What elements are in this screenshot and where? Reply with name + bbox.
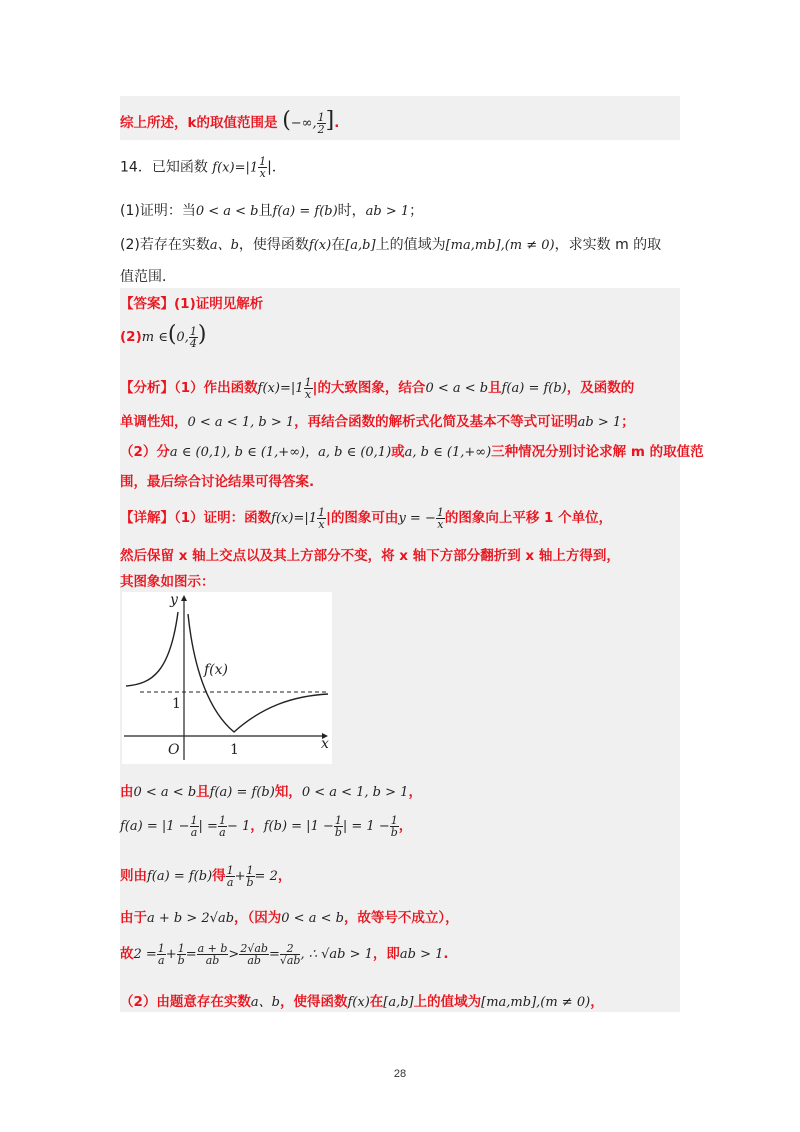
detail-line3-text: 其图象如图示： (120, 574, 215, 590)
proof-l5-eq: = (185, 947, 197, 962)
detail-line3 (120, 570, 215, 590)
part2-line2: 值范围． (120, 269, 176, 285)
proof-l5-n2: 1 (177, 941, 185, 955)
proof-l2-fb-num: 1 (334, 813, 342, 827)
proof-l3-d1: a (226, 875, 234, 889)
proof-l2-fa: f(a) = |1 − (120, 819, 190, 834)
detail-line1 (120, 506, 612, 530)
analysis-t1: 的大致图象，结合 (317, 380, 426, 396)
proof-l5-tail: , ∴ √ab > 1 (300, 947, 373, 962)
proof-l5-d3: ab (205, 953, 220, 967)
analysis-line3-c: 三种情况分别讨论求解 m 的取值范 (491, 444, 704, 460)
analysis-func-den: x (304, 387, 312, 401)
question-title (120, 156, 286, 179)
proof-l3-eq: f(a) = f(b) (147, 869, 213, 884)
summary-text: 综上所述，k的取值范围是 (120, 115, 278, 131)
y-one-label: 1 (172, 696, 181, 712)
proof-l6-int: [a,b] (383, 995, 414, 1010)
analysis-func-num: 1 (304, 375, 312, 389)
proof-line1 (120, 780, 422, 800)
analysis-func-tail: | (312, 380, 318, 396)
proof-l6-c: 在 (369, 994, 384, 1010)
proof-line2 (120, 814, 412, 838)
proof-l4-a: 由于 (120, 910, 147, 926)
proof-l1-res: 0 < a < 1, b > 1 (301, 785, 409, 800)
proof-l2-fb-num2: 1 (390, 813, 398, 827)
proof-l5-n1: 1 (157, 941, 165, 955)
analysis-line2-claim: ab > 1 (577, 415, 622, 430)
detail-line2-text: 然后保留 x 轴上交点以及其上方部分不变，将 x 轴下方部分翻折到 x 轴上方得到， (120, 548, 620, 564)
detail-line2 (120, 544, 620, 564)
proof-l6-vars: a、b (250, 995, 280, 1010)
analysis-line1 (120, 376, 634, 400)
detail-label: 【详解】（1）证明：函数 (120, 510, 272, 526)
proof-l2-fb: f(b) = |1 − (263, 819, 334, 834)
analysis-line4-text: 围，最后综合讨论结果可得答案. (120, 474, 315, 490)
proof-l2-fa-mid: | = (198, 819, 218, 834)
proof-l5-d4: ab (247, 953, 261, 967)
part2-vars: a、b (209, 238, 239, 253)
part2-end: ，求实数 m 的取 (554, 237, 662, 253)
analysis-t2: 且 (488, 380, 502, 396)
detail-t1: 的图象可由 (330, 510, 399, 526)
proof-l5-n5: 2 (280, 943, 301, 955)
proof-l5-n3: a + b (197, 941, 228, 955)
detail-t2: 的图象向上平移 1 个单位， (444, 510, 613, 526)
detail-func: f(x)=|1 (271, 511, 317, 526)
analysis-case2: ，a, b ∈ (0,1) (305, 445, 392, 460)
curve-label: f(x) (204, 662, 229, 678)
proof-l1-end: ， (408, 784, 422, 800)
analysis-case1: a ∈ (0,1), b ∈ (1,+∞) (169, 445, 306, 460)
proof-l5-d2: b (177, 953, 185, 967)
proof-l2-end: ， (398, 818, 413, 834)
proof-line4 (120, 906, 459, 926)
proof-l3-d2: b (246, 875, 254, 889)
proof-l1-c: 知， (274, 784, 302, 800)
proof-l2-fa-den: a (190, 825, 198, 839)
proof-l4-c: ，故等号不成立）， (343, 910, 459, 926)
proof-l3-n2: 1 (246, 863, 254, 877)
detail-y-den: x (437, 517, 444, 531)
proof-l1-cond: 0 < a < b (133, 785, 197, 800)
question-part2-line2 (120, 266, 176, 286)
proof-l1-a: 由 (120, 784, 134, 800)
part2-fx: f(x) (308, 238, 332, 253)
detail-func-tail: | (326, 510, 331, 526)
proof-l2-fa-num2: 1 (218, 813, 226, 827)
part1-mid: 且 (258, 203, 273, 219)
analysis-line2-b: ，再结合函数的解析式化简及基本不等式可证明 (294, 414, 578, 430)
proof-l5-eq2: = (268, 947, 280, 962)
analysis-line3-b: 或 (391, 444, 405, 460)
summary-frac-den: 2 (317, 122, 325, 136)
proof-l6-b: ，使得函数 (279, 994, 348, 1010)
proof-l1-eq: f(a) = f(b) (209, 785, 275, 800)
proof-l4-b: ，（因为 (234, 910, 282, 926)
proof-l5-a: 故 (120, 946, 134, 962)
proof-l4-cond: 0 < a < b (281, 911, 344, 926)
proof-l3-a: 则由 (120, 868, 147, 884)
analysis-line2-cond: 0 < a < 1, b > 1 (187, 415, 295, 430)
answer-part2-open: 0, (176, 330, 189, 345)
part2-on: 在 (331, 237, 346, 253)
proof-l5-n4: 2√ab (240, 941, 268, 955)
analysis-line2 (120, 410, 635, 430)
question-number-label: 14．已知函数 (120, 159, 208, 176)
analysis-case3: a, b ∈ (1,+∞) (404, 445, 492, 460)
summary-tail: . (334, 115, 340, 131)
proof-l3-b: 得 (212, 868, 226, 884)
proof-l4-ineq: a + b > 2√ab (147, 911, 235, 926)
part1-cond: 0 < a < b (195, 204, 259, 219)
y-axis-label: y (170, 592, 178, 608)
proof-line5 (120, 942, 449, 966)
detail-y-expr: y = − (398, 511, 436, 526)
summary-range-open: −∞, (290, 116, 317, 131)
analysis-label: 【分析】（1）作出函数 (120, 380, 258, 396)
part2-range-text: 上的值域为 (375, 237, 446, 253)
part2-mid: ，使得函数 (238, 237, 309, 253)
proof-line6 (120, 990, 604, 1010)
part2-prefix: (2)若存在实数 (120, 237, 210, 253)
analysis-line3-a: （2）分 (120, 444, 170, 460)
proof-l5-claim: ab > 1 (399, 947, 444, 962)
proof-l1-b: 且 (196, 784, 210, 800)
question-func-tail: |． (267, 159, 286, 176)
proof-l3-res: = 2 (254, 869, 278, 884)
analysis-line2-end: ； (621, 414, 635, 430)
analysis-line2-a: 单调性知， (120, 414, 188, 430)
proof-l5-plus: + (165, 947, 177, 962)
part1-claim: ab > 1 (365, 204, 410, 219)
proof-l3-plus: + (234, 869, 246, 884)
page-number: 28 (393, 1068, 407, 1080)
proof-l5-end: . (443, 946, 449, 962)
part1-prefix: (1)证明：当 (120, 203, 196, 219)
proof-l5-gt: > (228, 947, 240, 962)
proof-l2-fb-den2: b (390, 825, 398, 839)
solution-band (120, 288, 704, 1012)
proof-l2-fa-end: − 1 (226, 819, 251, 834)
proof-line3 (120, 864, 291, 888)
proof-l5-b: ，即 (372, 946, 400, 962)
answer-part2-num: 1 (189, 324, 197, 338)
answer-part2-den: 4 (189, 336, 197, 350)
summary-band (120, 96, 680, 140)
detail-func-num: 1 (318, 505, 325, 519)
analysis-cond: 0 < a < b (425, 381, 489, 396)
proof-l2-fa-num: 1 (190, 813, 198, 827)
question-func-den: x (259, 167, 266, 180)
proof-l6-end: ， (590, 994, 604, 1010)
x-axis-label: x (321, 736, 329, 752)
analysis-eq: f(a) = f(b) (501, 381, 567, 396)
part1-end: ； (409, 203, 424, 219)
proof-l2-fa-den2: a (219, 825, 226, 839)
question-14 (120, 148, 680, 288)
detail-y-num: 1 (436, 505, 444, 519)
x-one-label: 1 (230, 742, 239, 758)
question-part1 (120, 200, 423, 220)
detail-func-den: x (318, 517, 325, 531)
answer-label-text: 【答案】(1)证明见解析 (120, 296, 264, 312)
proof-l5-expr1: 2 = (133, 947, 157, 962)
origin-label: O (168, 742, 180, 758)
proof-l2-sep: ， (250, 818, 264, 834)
proof-l6-a: （2）由题意存在实数 (120, 994, 251, 1010)
summary-frac-num: 1 (317, 110, 325, 124)
part1-eq: f(a) = f(b) (272, 204, 338, 219)
function-graph (122, 592, 332, 764)
answer-part2-expr: m ∈ (141, 330, 168, 345)
summary-line: 综上所述，k的取值范围是 (−∞, $\frac{1}{2}$ ]. (120, 108, 340, 136)
answer-part2: (2)m ∈(0, $\frac{1}{4}$ ) (120, 322, 207, 350)
proof-l6-fx: f(x) (347, 995, 370, 1010)
proof-l2-fb-mid: | = 1 − (342, 819, 390, 834)
question-part2 (120, 234, 661, 254)
proof-l5-d5: √ab (279, 953, 301, 967)
part2-interval: [a,b] (345, 238, 376, 253)
part1-when: 时， (337, 203, 366, 219)
analysis-line3 (120, 440, 704, 460)
analysis-func: f(x)=|1 (257, 381, 304, 396)
answer-part2-label: (2) (120, 329, 142, 345)
analysis-line4 (120, 470, 314, 490)
analysis-t3: ，及函数的 (566, 380, 635, 396)
answer-label (120, 292, 263, 312)
proof-l3-n1: 1 (226, 863, 234, 877)
question-func-num: 1 (259, 155, 267, 168)
proof-l3-end: ， (277, 868, 292, 884)
part2-range: [ma,mb],(m ≠ 0) (445, 238, 555, 253)
proof-l6-range: [ma,mb],(m ≠ 0) (481, 995, 591, 1010)
proof-l2-fb-den: b (334, 825, 342, 839)
proof-l5-d1: a (158, 953, 165, 967)
question-func: f(x)=|1 (212, 160, 259, 176)
proof-l6-d: 上的值域为 (413, 994, 482, 1010)
